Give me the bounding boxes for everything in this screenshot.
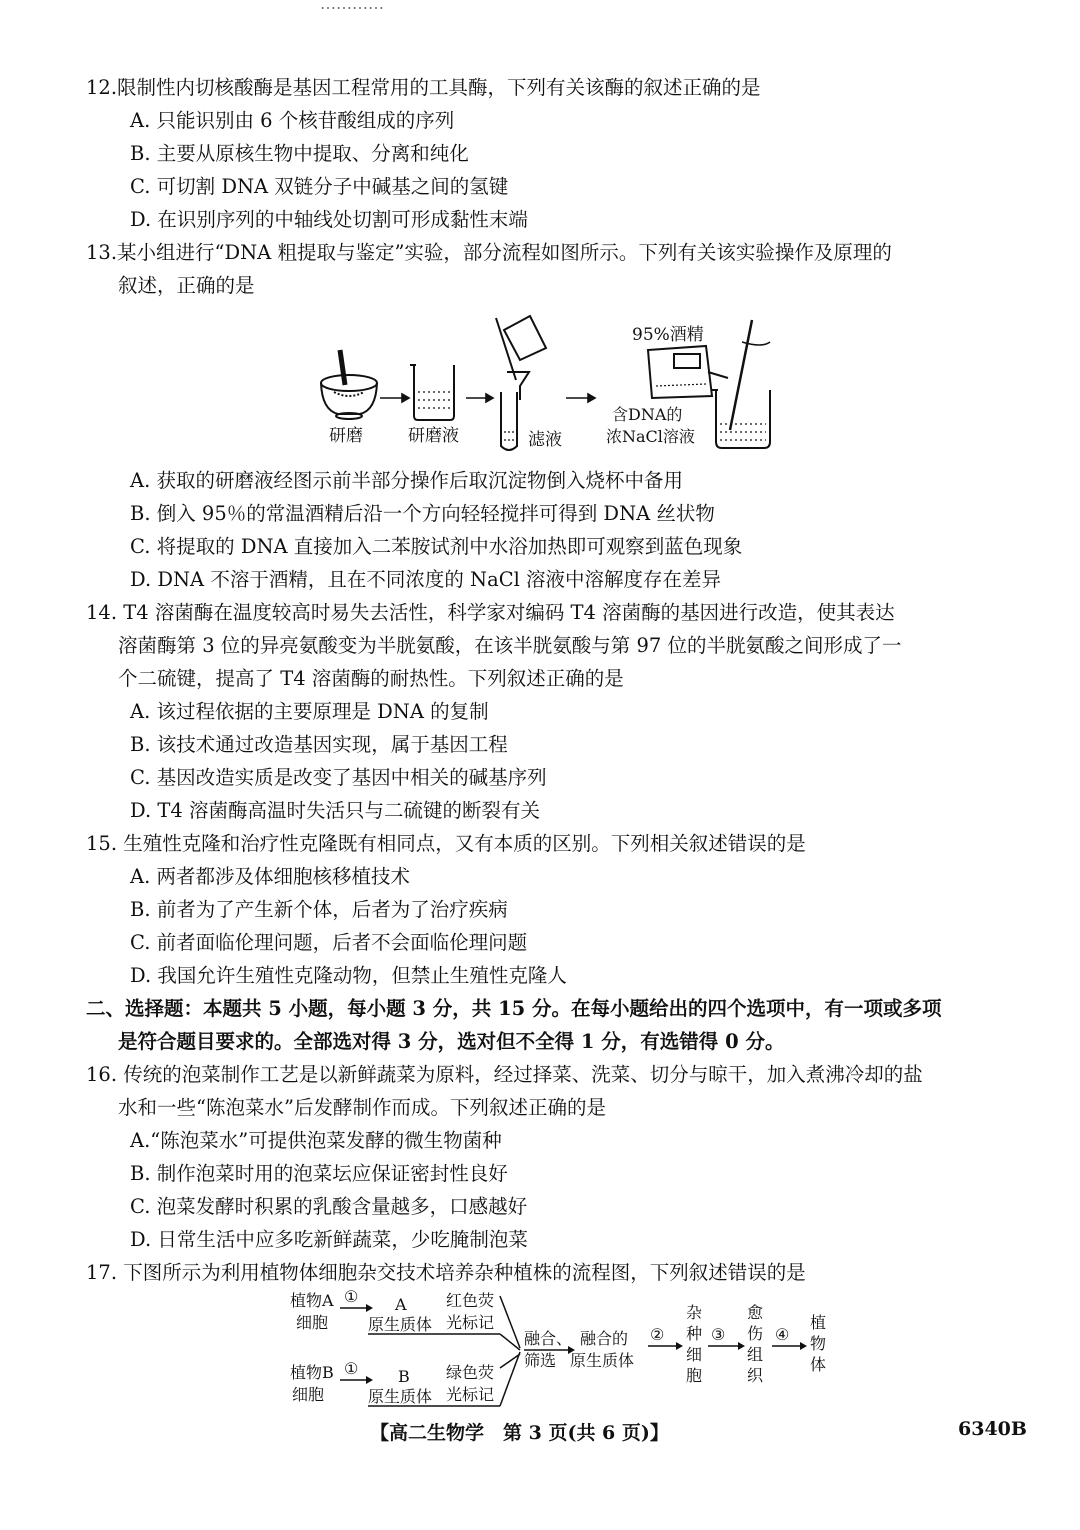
step4-label: ④ (775, 1325, 790, 1344)
q15-option-c: C. 前者面临伦理问题，后者不会面临伦理问题 (130, 931, 528, 954)
plant-b-label-1: 植物B (290, 1363, 334, 1382)
plant-char-3: 体 (810, 1355, 827, 1374)
dna-solution-label-2: 浓NaCl溶液 (606, 427, 695, 446)
q14-option-d: D. T4 溶菌酶高温时失活只与二硫键的断裂有关 (130, 799, 540, 822)
step3-label: ③ (711, 1325, 726, 1344)
q16-option-d: D. 日常生活中应多吃新鲜蔬菜，少吃腌制泡菜 (130, 1228, 528, 1251)
filtrate-label: 滤液 (528, 430, 562, 450)
q14-option-c: C. 基因改造实质是改变了基因中相关的碱基序列 (130, 766, 547, 789)
q14-option-a: A. 该过程依据的主要原理是 DNA 的复制 (130, 700, 489, 723)
q12-stem: 12.限制性内切核酸酶是基因工程常用的工具酶，下列有关该酶的叙述正确的是 (86, 76, 761, 99)
top-scan-mark: ………… (320, 0, 384, 13)
plant-a-label-1: 植物A (290, 1291, 334, 1310)
hybrid-char-4: 胞 (686, 1366, 703, 1385)
q16-option-c: C. 泡菜发酵时积累的乳酸含量越多，口感越好 (130, 1195, 528, 1218)
q14-option-b: B. 该技术通过改造基因实现，属于基因工程 (130, 733, 508, 756)
callus-char-3: 组 (747, 1345, 764, 1364)
plant-char-1: 植 (810, 1313, 827, 1332)
section2-instructions-line1: 二、选择题：本题共 5 小题，每小题 3 分，共 15 分。在每小题给出的四个选项中，有一项或多项 (86, 997, 942, 1020)
proto-b-label-1: B (398, 1367, 410, 1386)
q15-option-b: B. 前者为了产生新个体，后者为了治疗疾病 (130, 898, 508, 921)
fused-label-2: 原生质体 (570, 1351, 635, 1370)
fuse-label-2: 筛选 (524, 1351, 557, 1370)
proto-a-label-1: A (395, 1295, 407, 1314)
q13-option-c: C. 将提取的 DNA 直接加入二苯胺试剂中水浴加热即可观察到蓝色现象 (130, 535, 743, 558)
q17-stem: 17. 下图所示为利用植物体细胞杂交技术培养杂种植株的流程图，下列叙述错误的是 (86, 1261, 806, 1284)
step1-a-label: ① (344, 1287, 359, 1306)
q13-option-d: D. DNA 不溶于酒精，且在不同浓度的 NaCl 溶液中溶解度存在差异 (130, 568, 722, 591)
fuse-label-1: 融合、 (524, 1329, 573, 1348)
q15-option-d: D. 我国允许生殖性克隆动物，但禁止生殖性克隆人 (130, 964, 567, 987)
callus-char-2: 伤 (747, 1324, 764, 1343)
red-label-2: 光标记 (446, 1313, 495, 1332)
grind-label: 研磨 (329, 426, 363, 446)
page-footer: 【高二生物学 第 3 页(共 6 页)】 (370, 1422, 669, 1444)
green-label-1: 绿色荧 (446, 1363, 495, 1382)
fused-label-1: 融合的 (580, 1329, 629, 1348)
q12-option-c: C. 可切割 DNA 双链分子中碱基之间的氢键 (130, 175, 509, 198)
q12-option-d: D. 在识别序列的中轴线处切割可形成黏性末端 (130, 208, 528, 231)
q14-stem-line3: 个二硫键，提高了 T4 溶菌酶的耐热性。下列叙述正确的是 (118, 667, 624, 690)
q13-option-b: B. 倒入 95％的常温酒精后沿一个方向轻轻搅拌可得到 DNA 丝状物 (130, 502, 715, 525)
q13-option-a: A. 获取的研磨液经图示前半部分操作后取沉淀物倒入烧杯中备用 (130, 469, 683, 492)
plant-a-label-2: 细胞 (296, 1313, 329, 1332)
plant-char-2: 物 (810, 1334, 827, 1353)
step2-label: ② (650, 1325, 665, 1344)
hybrid-char-1: 杂 (686, 1303, 703, 1322)
q15-stem: 15. 生殖性克隆和治疗性克隆既有相同点，又有本质的区别。下列相关叙述错误的是 (86, 832, 806, 855)
callus-char-1: 愈 (747, 1303, 764, 1322)
callus-char-4: 织 (747, 1366, 764, 1385)
q16-stem-line2: 水和一些“陈泡菜水”后发酵制作而成。下列叙述正确的是 (118, 1096, 606, 1119)
hybrid-char-3: 细 (686, 1345, 703, 1364)
exam-code: 6340B (958, 1418, 1027, 1440)
q12-option-b: B. 主要从原核生物中提取、分离和纯化 (130, 142, 469, 165)
hybrid-char-2: 种 (686, 1324, 703, 1343)
green-label-2: 光标记 (446, 1385, 495, 1404)
plant-b-label-2: 细胞 (292, 1385, 325, 1404)
q13-stem-line2: 叙述，正确的是 (118, 274, 255, 297)
q13-stem-line1: 13.某小组进行“DNA 粗提取与鉴定”实验，部分流程如图所示。下列有关该实验操作及原理的 (86, 241, 892, 264)
step1-b-label: ① (344, 1359, 359, 1378)
proto-a-label-2: 原生质体 (368, 1315, 433, 1334)
q14-stem-line2: 溶菌酶第 3 位的异亮氨酸变为半胱氨酸，在该半胱氨酸与第 97 位的半胱氨酸之间形成了一 (118, 634, 902, 657)
q16-option-b: B. 制作泡菜时用的泡菜坛应保证密封性良好 (130, 1162, 508, 1185)
proto-b-label-2: 原生质体 (368, 1387, 433, 1406)
q14-stem-line1: 14. T4 溶菌酶在温度较高时易失去活性，科学家对编码 T4 溶菌酶的基因进行改造，使其表达 (86, 601, 895, 624)
q16-stem-line1: 16. 传统的泡菜制作工艺是以新鲜蔬菜为原料，经过择菜、洗菜、切分与晾干，加入煮沸冷却的盐 (86, 1063, 923, 1086)
red-label-1: 红色荧 (446, 1291, 495, 1310)
section2-instructions-line2: 是符合题目要求的。全部选对得 3 分，选对但不全得 1 分，有选错得 0 分。 (118, 1030, 785, 1053)
grind-liquid-label: 研磨液 (408, 426, 459, 446)
q15-option-a: A. 两者都涉及体细胞核移植技术 (130, 865, 410, 888)
q12-option-a: A. 只能识别由 6 个核苷酸组成的序列 (130, 109, 455, 132)
dna-solution-label-1: 含DNA的 (612, 405, 683, 424)
alcohol-label: 95%酒精 (632, 325, 704, 345)
q16-option-a: A.“陈泡菜水”可提供泡菜发酵的微生物菌种 (130, 1129, 502, 1152)
